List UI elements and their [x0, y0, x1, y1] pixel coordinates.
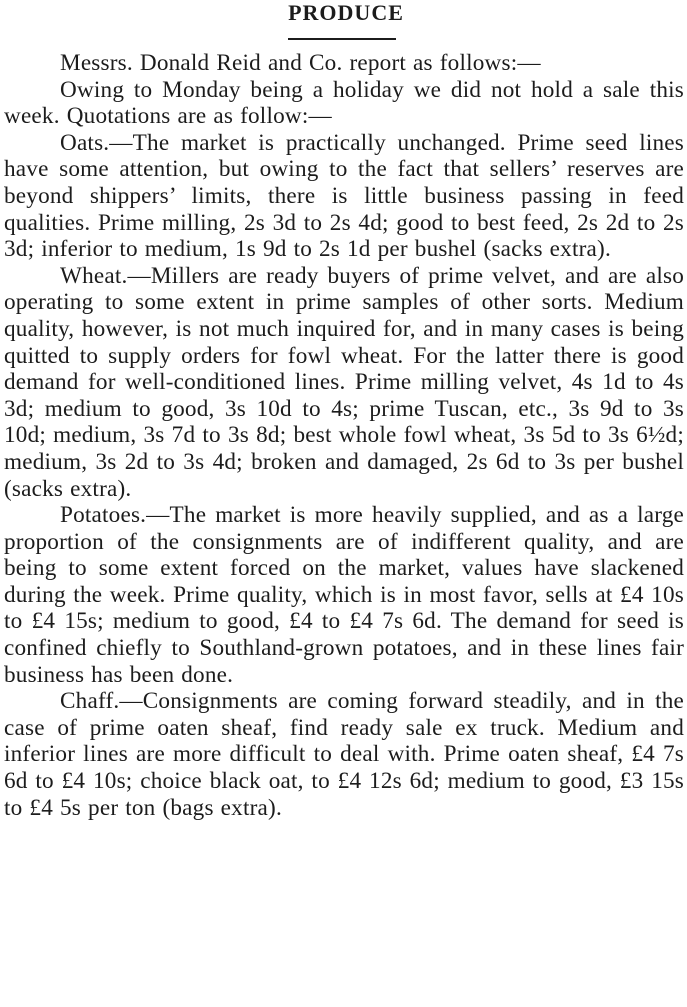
article [4, 0, 684, 821]
paragraph-holiday: Owing to Monday being a holiday we did not hold a sale this week. Quotations are as follow:— [4, 76, 684, 130]
paragraph-potatoes: Potatoes.—The market is more heavily supplied, and as a large proportion of the consignments are of indifferent quality, and are being to some extent forced on the market, values have slackened during the week. Prime quality, which is in most favor, sells at £4 10s to £4 15s; medium to good, £4 to £4 7s 6d. The demand for seed is confined chiefly to Southland-grown potatoes, and in these lines fair business has been done. [4, 502, 684, 688]
paragraph-chaff: Chaff.—Consignments are coming forward steadily, and in the case of prime oaten sheaf, find ready sale ex truck. Medium and inferior lines are more difficult to deal with. Prime oaten sheaf, £4 7s 6d to £4 10s; choice black oat, to £4 12s 6d; medium to good, £3 15s to £4 5s per ton (bags extra). [4, 688, 684, 821]
paragraph-oats: Oats.—The market is practically unchanged. Prime seed lines have some attention, but owing to the fact that sellers’ reserves are beyond shippers’ limits, there is little business passing in feed qualities. Prime milling, 2s 3d to 2s 4d; good to best feed, 2s 2d to 2s 3d; inferior to medium, 1s 9d to 2s 1d per bushel (sacks extra). [4, 129, 684, 263]
title-divider [288, 38, 396, 40]
paragraph-intro: Messrs. Donald Reid and Co. report as follows:— [60, 50, 541, 76]
paragraph-wheat: Wheat.—Millers are ready buyers of prime velvet, and are also operating to some extent in prime samples of other sorts. Medium quality, however, is not much inquired for, and in many cases is being quitted to supply orders for fowl wheat. For the latter there is good demand for well-conditioned lines. Prime milling velvet, 4s 1d to 4s 3d; medium to good, 3s 10d to 4s; prime Tuscan, etc., 3s 9d to 3s 10d; medium, 3s 7d to 3s 8d; best whole fowl wheat, 3s 5d to 3s 6½d; medium, 3s 2d to 3s 4d; broken and damaged, 2s 6d to 3s per bushel (sacks extra). [4, 262, 684, 502]
article-title: PRODUCE [288, 0, 404, 25]
